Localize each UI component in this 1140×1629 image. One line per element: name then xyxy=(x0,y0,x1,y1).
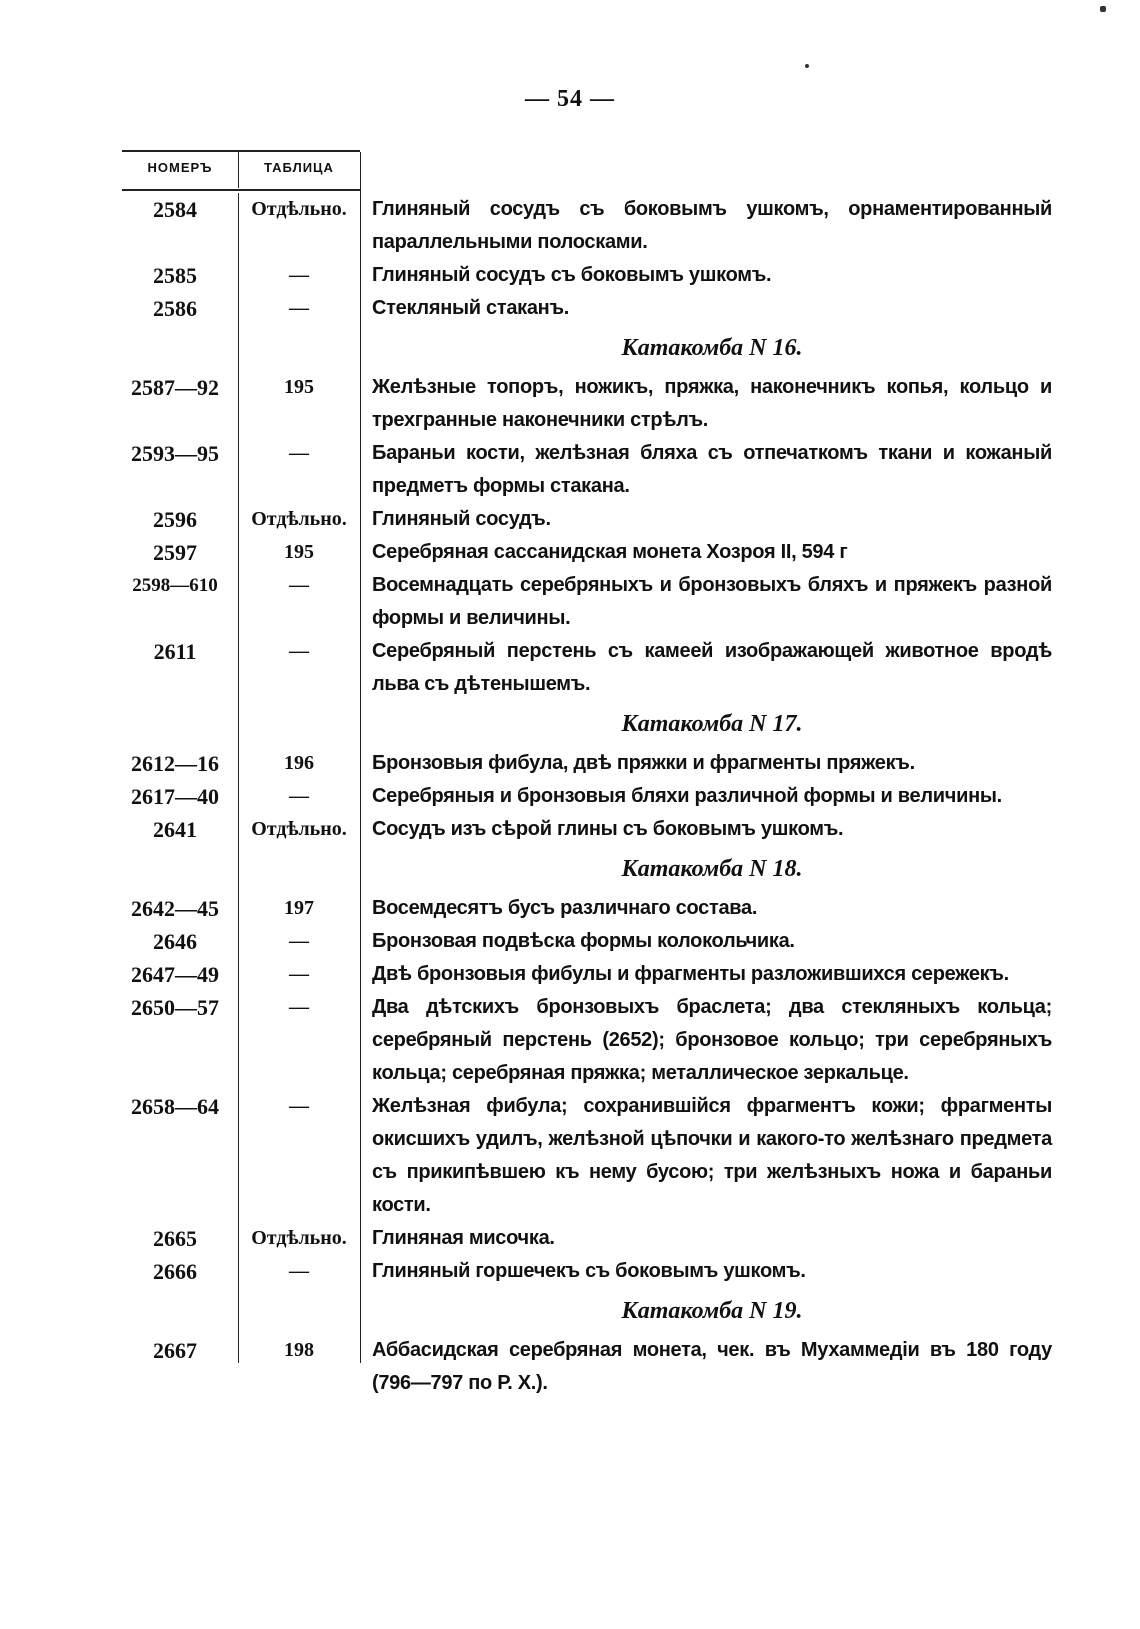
item-description: Желѣзная фибула; сохранившійся фрагментъ кожи; фрагменты окисшихъ удилъ, желѣзной цѣпочки и какого-то желѣзнаго предмета съ прикипѣвшею къ нему бусою; три желѣзныхъ ножа и бараньи кости. xyxy=(372,1095,1052,1216)
item-number: 2650—57 xyxy=(131,995,219,1020)
table-ref: — xyxy=(289,1260,309,1282)
page-number: — 54 — xyxy=(525,86,615,112)
catalog-row xyxy=(0,259,1140,292)
item-description: Серебряная сассанидская монета Хозроя II, 594 г xyxy=(372,541,848,563)
scan-speck xyxy=(805,64,809,68)
item-number: 2611 xyxy=(153,639,197,664)
table-ref: Отдѣльно. xyxy=(251,508,347,530)
catalog-row xyxy=(0,958,1140,991)
table-ref: 196 xyxy=(284,752,314,774)
item-number: 2598—610 xyxy=(132,575,218,596)
item-number: 2586 xyxy=(153,296,197,321)
item-number: 2658—64 xyxy=(131,1094,219,1119)
item-description: Стекляный стаканъ. xyxy=(372,297,569,319)
item-number: 2597 xyxy=(153,540,197,565)
item-description: Два дѣтскихъ бронзовыхъ браслета; два стекляныхъ кольца; серебряный перстень (2652); бронзовое кольцо; три серебряныхъ кольца; серебряная пряжка; металлическое зеркальце. xyxy=(372,996,1052,1084)
catalog-row xyxy=(0,536,1140,569)
header-table-label: ТАБЛИЦА xyxy=(264,160,334,175)
table-ref: 195 xyxy=(284,376,314,398)
item-number: 2584 xyxy=(153,197,197,222)
item-description: Восемдесятъ бусъ различнаго состава. xyxy=(372,897,758,919)
catalog-row xyxy=(0,1222,1140,1255)
section-heading: Катакомба N 19. xyxy=(621,1298,803,1324)
table-ref: Отдѣльно. xyxy=(251,818,347,840)
table-ref: — xyxy=(289,996,309,1018)
item-description: Сосудъ изъ сѣрой глины съ боковымъ ушкомъ. xyxy=(372,818,844,840)
catalog-entries xyxy=(0,193,1140,1400)
catalog-row xyxy=(0,193,1140,259)
item-number: 2665 xyxy=(153,1226,197,1251)
item-number: 2646 xyxy=(153,929,197,954)
item-description: Глиняная мисочка. xyxy=(372,1227,555,1249)
item-number: 2642—45 xyxy=(131,896,219,921)
catalog-row xyxy=(0,991,1140,1090)
catalog-row xyxy=(0,925,1140,958)
catalog-row xyxy=(0,1255,1140,1288)
table-ref: Отдѣльно. xyxy=(251,198,347,220)
item-description: Желѣзные топоръ, ножикъ, пряжка, наконечникъ копья, кольцо и трехгранные наконечники стрѣлъ. xyxy=(372,376,1052,431)
item-description: Серебряный перстень съ камеей изображающей животное вродѣ льва съ дѣтенышемъ. xyxy=(372,640,1052,695)
table-ref: — xyxy=(289,1095,309,1117)
item-description: Глиняный сосудъ съ боковымъ ушкомъ, орнаментированный параллельными полосками. xyxy=(372,198,1052,253)
item-number: 2593—95 xyxy=(131,441,219,466)
catalog-row xyxy=(0,813,1140,846)
header-divider xyxy=(238,152,239,188)
table-ref: — xyxy=(289,297,309,319)
header-bottom-rule xyxy=(122,189,360,191)
item-number: 2596 xyxy=(153,507,197,532)
catalog-row xyxy=(0,371,1140,437)
item-description: Глиняный сосудъ. xyxy=(372,508,551,530)
item-description: Бронзовыя фибула, двѣ пряжки и фрагменты пряжекъ. xyxy=(372,752,915,774)
item-description: Глиняный горшечекъ съ боковымъ ушкомъ. xyxy=(372,1260,806,1282)
item-number: 2666 xyxy=(153,1259,197,1284)
table-ref: — xyxy=(289,785,309,807)
item-description: Бараньи кости, желѣзная бляха съ отпечаткомъ ткани и кожаный предметъ формы стакана. xyxy=(372,442,1052,497)
header-number-label: НОМЕРЪ xyxy=(147,160,213,175)
item-number: 2667 xyxy=(153,1338,197,1363)
item-number: 2612—16 xyxy=(131,751,219,776)
table-ref: — xyxy=(289,930,309,952)
table-ref: 198 xyxy=(284,1339,314,1361)
header-top-rule xyxy=(122,150,360,152)
table-ref: — xyxy=(289,264,309,286)
item-description: Двѣ бронзовыя фибулы и фрагменты разложившихся сережекъ. xyxy=(372,963,1009,985)
catalog-row xyxy=(0,635,1140,701)
item-description: Бронзовая подвѣска формы колокольчика. xyxy=(372,930,795,952)
catalog-row xyxy=(0,780,1140,813)
item-number: 2617—40 xyxy=(131,784,219,809)
catalog-row xyxy=(0,437,1140,503)
item-description: Восемнадцать серебряныхъ и бронзовыхъ бляхъ и пряжекъ разной формы и величины. xyxy=(372,574,1052,629)
catalog-row xyxy=(0,892,1140,925)
catalog-row xyxy=(0,292,1140,325)
scan-speck xyxy=(1100,6,1106,12)
table-ref: — xyxy=(289,574,309,596)
item-number: 2641 xyxy=(153,817,197,842)
section-heading: Катакомба N 18. xyxy=(621,856,803,882)
item-number: 2647—49 xyxy=(131,962,219,987)
table-ref: Отдѣльно. xyxy=(251,1227,347,1249)
section-heading: Катакомба N 17. xyxy=(621,711,803,737)
table-ref: 197 xyxy=(284,897,314,919)
item-number: 2585 xyxy=(153,263,197,288)
item-number: 2587—92 xyxy=(131,375,219,400)
item-description: Серебряныя и бронзовыя бляхи различной формы и величины. xyxy=(372,785,1002,807)
catalog-row xyxy=(0,747,1140,780)
item-description: Глиняный сосудъ съ боковымъ ушкомъ. xyxy=(372,264,772,286)
table-ref: — xyxy=(289,963,309,985)
catalog-row xyxy=(0,569,1140,635)
catalog-row xyxy=(0,503,1140,536)
table-ref: — xyxy=(289,640,309,662)
item-description: Аббасидская серебряная монета, чек. въ Мухаммедіи въ 180 году (796—797 по Р. Х.). xyxy=(372,1339,1052,1394)
table-ref: — xyxy=(289,442,309,464)
table-ref: 195 xyxy=(284,541,314,563)
catalog-row xyxy=(0,1334,1140,1400)
section-heading: Катакомба N 16. xyxy=(621,335,803,361)
catalog-row xyxy=(0,1090,1140,1222)
